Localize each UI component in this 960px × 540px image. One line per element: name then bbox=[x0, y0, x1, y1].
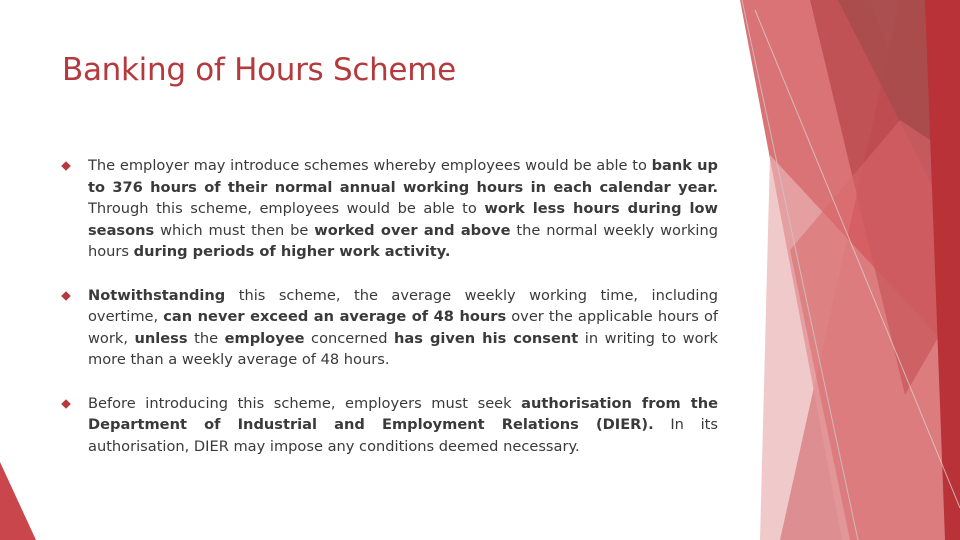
bullet-text-bold: can never exceed an average of 48 hours bbox=[163, 308, 507, 325]
bullet-text-regular: over the applicable hours of work, bbox=[88, 308, 719, 347]
left-edge-triangle bbox=[0, 462, 36, 540]
bullet-text-bold: employee bbox=[224, 329, 305, 347]
bullet-text-bold: has given his consent bbox=[394, 329, 579, 347]
bullet-text bbox=[88, 395, 718, 455]
bullet-text-regular: Through this scheme, employees would be able to bbox=[88, 200, 485, 217]
bullet-item bbox=[62, 155, 718, 263]
bullet-text bbox=[88, 287, 718, 369]
bullet-text-bold: bank up to 376 hours of their normal annual working hours in each calendar year. bbox=[88, 157, 718, 196]
bullet-text-regular: which must then be bbox=[154, 221, 315, 239]
bullet-text-regular: this scheme, the average weekly working time, including overtime, bbox=[88, 286, 718, 325]
bullet-text-bold: Notwithstanding bbox=[88, 286, 226, 304]
slide-title: Banking of Hours Scheme bbox=[62, 52, 456, 88]
bullet-text-bold: unless bbox=[134, 329, 188, 347]
bullet-text-bold: worked over and above bbox=[314, 221, 511, 239]
bullet-text-regular: in writing to work more than a weekly average of 48 hours. bbox=[88, 329, 718, 368]
bullet-list bbox=[62, 155, 718, 479]
bullet-text-regular: concerned bbox=[304, 329, 395, 347]
bullet-text-regular: Before introducing this scheme, employers must seek bbox=[88, 394, 522, 412]
bullet-text bbox=[88, 157, 718, 260]
bullet-text-bold: work less hours during low seasons bbox=[88, 200, 719, 239]
bullet-text-regular: the normal weekly working hours bbox=[88, 221, 719, 260]
bullet-text-regular: In its authorisation, DIER may impose any conditions deemed necessary. bbox=[88, 416, 718, 455]
bullet-text-regular: the bbox=[187, 329, 225, 347]
diamond-bullet-icon bbox=[61, 161, 71, 171]
bullet-text-regular: The employer may introduce schemes whereby employees would be able to bbox=[88, 157, 652, 174]
bullet-item bbox=[62, 393, 718, 458]
bullet-text-bold: during periods of higher work activity. bbox=[133, 243, 451, 260]
bullet-item bbox=[62, 285, 718, 371]
diamond-bullet-icon bbox=[61, 399, 71, 409]
bullet-text-bold: authorisation from the Department of Industrial and Employment Relations (DIER). bbox=[88, 394, 718, 433]
diamond-bullet-icon bbox=[61, 291, 71, 301]
